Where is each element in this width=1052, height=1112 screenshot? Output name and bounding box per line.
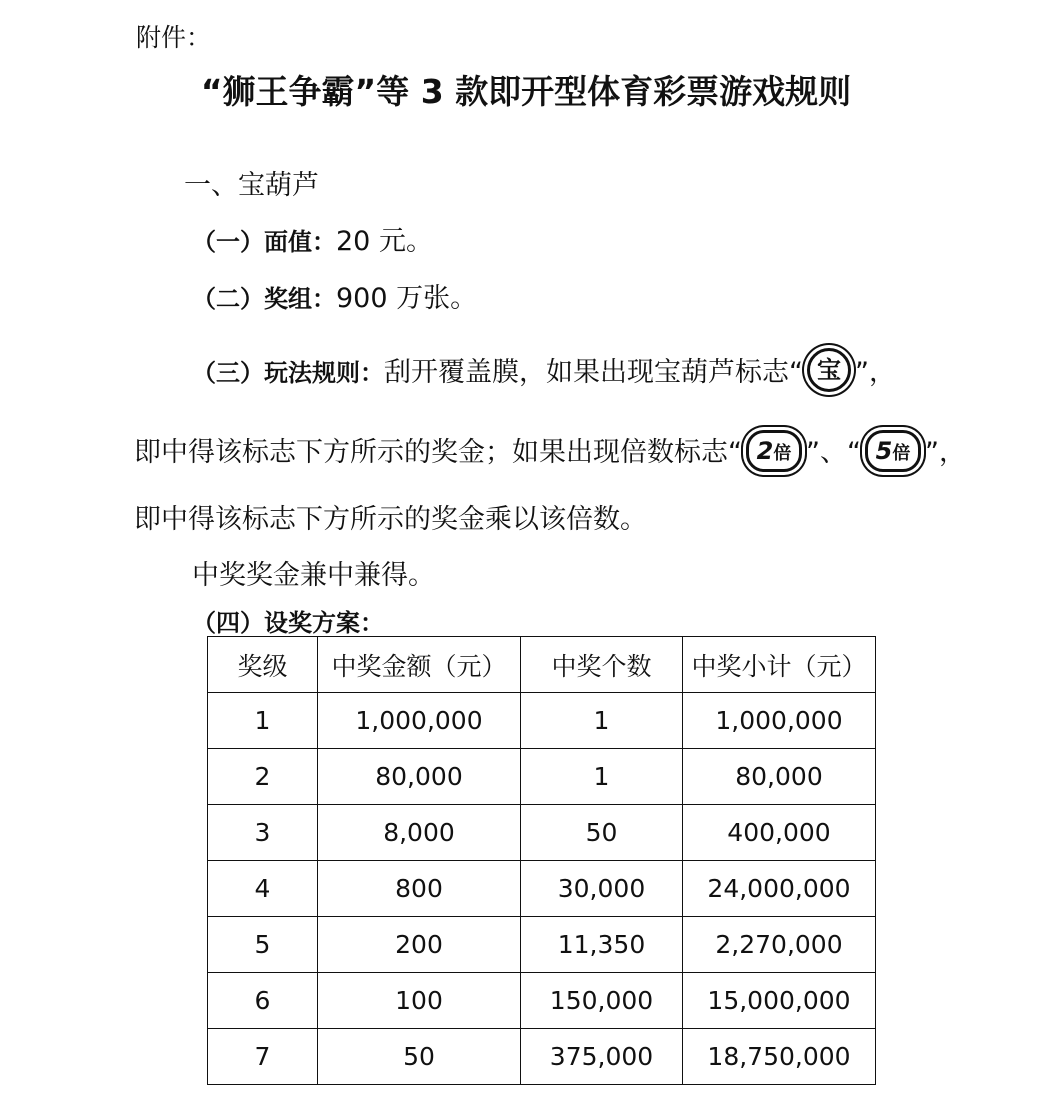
table-cell: 80,000	[683, 749, 876, 805]
table-cell: 100	[318, 973, 521, 1029]
header-cell: 中奖小计（元）	[683, 637, 876, 693]
rules-text-b: ”，	[855, 357, 896, 388]
table-cell: 3	[208, 805, 318, 861]
table-cell: 5	[208, 917, 318, 973]
table-row	[208, 917, 876, 973]
table-cell: 8,000	[318, 805, 521, 861]
table-row	[208, 1029, 876, 1085]
face-value-text: 20 元。	[336, 226, 433, 257]
table-cell: 18,750,000	[683, 1029, 876, 1085]
prize-plan-heading	[192, 603, 384, 638]
table-cell: 2	[208, 749, 318, 805]
prize-table	[207, 636, 876, 1085]
multiplier-5x-num: 5	[875, 436, 893, 465]
table-cell: 375,000	[521, 1029, 683, 1085]
table-row	[208, 805, 876, 861]
table-header-row	[208, 637, 876, 693]
multiplier-5x-icon	[865, 430, 921, 472]
attachment-label: 附件：	[136, 23, 212, 52]
table-cell: 7	[208, 1029, 318, 1085]
table-cell: 4	[208, 861, 318, 917]
table-cell: 1	[521, 749, 683, 805]
document-title: “狮王争霸”等 3 款即开型体育彩票游戏规则	[200, 72, 852, 111]
rules-line2-b: ”、“	[806, 437, 861, 468]
rules-line2-a: 即中得该标志下方所示的奖金；如果出现倍数标志“	[134, 437, 742, 468]
gourd-treasure-icon: 宝	[807, 348, 851, 392]
table-cell: 1,000,000	[683, 693, 876, 749]
table-cell: 80,000	[318, 749, 521, 805]
multiplier-2x-icon	[746, 430, 802, 472]
table-cell: 15,000,000	[683, 973, 876, 1029]
header-cell: 中奖个数	[521, 637, 683, 693]
prize-group-text: 900 万张。	[336, 283, 478, 314]
table-cell: 6	[208, 973, 318, 1029]
table-cell: 400,000	[683, 805, 876, 861]
table-cell: 150,000	[521, 973, 683, 1029]
rules-line-3: 即中得该标志下方所示的奖金乘以该倍数。	[134, 504, 647, 535]
rules-line2-c: ”，	[924, 437, 966, 468]
rules-line-4: 中奖奖金兼中兼得。	[192, 560, 435, 591]
table-row	[208, 749, 876, 805]
rules-line-1	[192, 350, 896, 392]
table-row	[208, 693, 876, 749]
table-cell: 30,000	[521, 861, 683, 917]
table-cell: 50	[521, 805, 683, 861]
rules-text-a: 刮开覆盖膜，如果出现宝葫芦标志“	[384, 357, 803, 388]
table-cell: 24,000,000	[683, 861, 876, 917]
prize-group-line	[192, 276, 477, 315]
header-cell: 奖级	[208, 637, 318, 693]
face-value-label: （一）面值：	[192, 228, 336, 256]
prize-group-label: （二）奖组：	[192, 285, 336, 313]
rules-label: （三）玩法规则：	[192, 359, 384, 387]
multiplier-2x-suffix: 倍	[773, 442, 792, 464]
table-cell: 200	[318, 917, 521, 973]
table-cell: 1,000,000	[318, 693, 521, 749]
face-value-line	[192, 219, 433, 258]
multiplier-2x-num: 2	[756, 436, 774, 465]
table-cell: 50	[318, 1029, 521, 1085]
multiplier-5x-suffix: 倍	[892, 442, 911, 464]
header-cell: 中奖金额（元）	[318, 637, 521, 693]
section-heading: 一、宝葫芦	[184, 170, 319, 201]
table-cell: 1	[521, 693, 683, 749]
table-cell: 800	[318, 861, 521, 917]
prize-plan-label: （四）设奖方案：	[192, 609, 384, 637]
table-cell: 11,350	[521, 917, 683, 973]
table-row	[208, 973, 876, 1029]
table-row	[208, 861, 876, 917]
table-cell: 1	[208, 693, 318, 749]
table-cell: 2,270,000	[683, 917, 876, 973]
rules-line-2	[134, 430, 966, 472]
